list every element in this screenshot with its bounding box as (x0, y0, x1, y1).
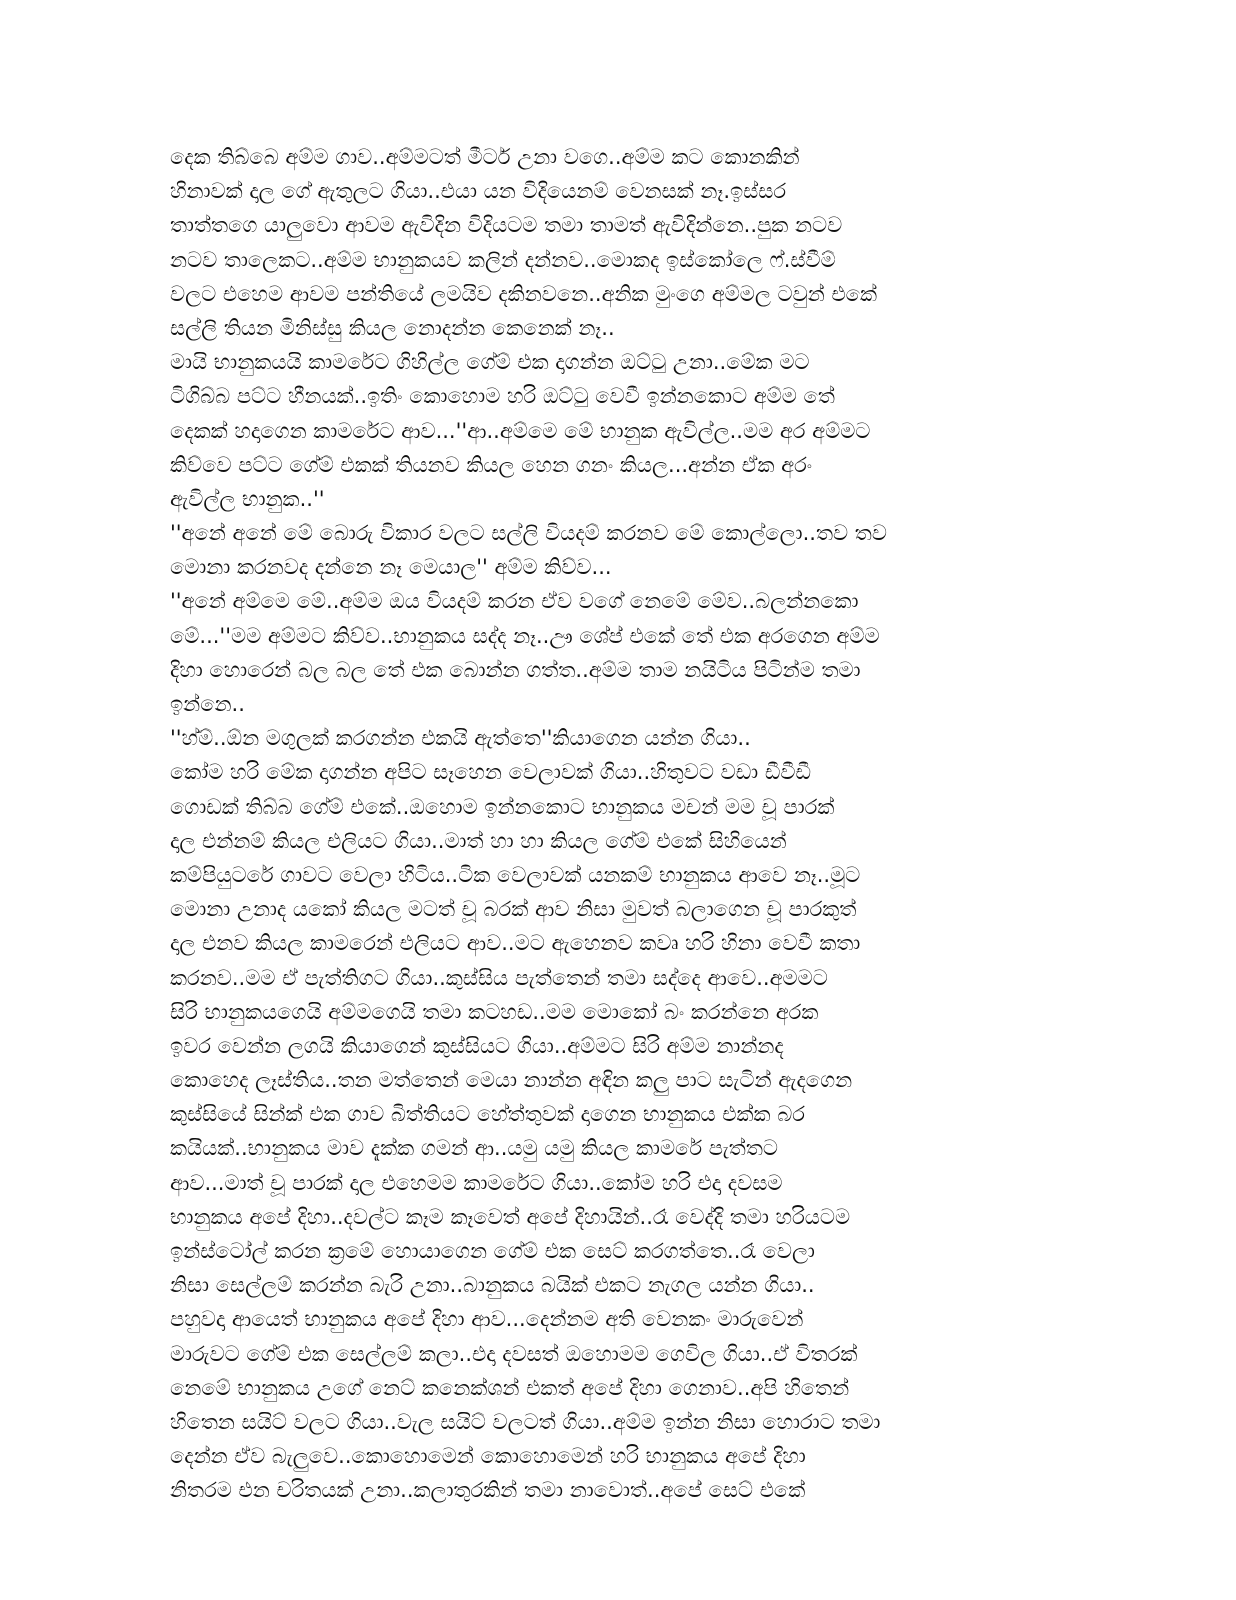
text-line-40: නිතරම එන චරිතයක් උනා..කලාතුරකින් තමා නාවොත්..අපේ සෙට් එකේ (170, 1478, 806, 1503)
text-line-10: කිව්වෙ පට්ට ගේම් එකක් තියනව කියල හෙන ගනං කියල...අන්න ඒක අරං (170, 452, 813, 477)
text-line-3: තාත්තගෙ යාලුවො ආවම ඇවිදින විදියටම තමා තාමත් ඇවිදින්නෙ..පුක නටව (170, 213, 843, 238)
text-line-11: ඇවිල්ල භානුක..'' (170, 486, 325, 511)
text-line-8: ටිගිබ්බ පට්ට හීනයක්..ඉතිං කොහොම හරි ඔට්ටු වෙවී ඉන්නකොට අම්ම තේ (170, 384, 835, 409)
text-line-37: නෙමේ භානුකය උගේ නෙට් කනෙක්ශන් එකත් අපේ දිහා ගෙනාව..අපි හිතෙන් (170, 1375, 850, 1400)
text-line-4: නටව තාලෙකට..අම්ම භානුකයව කලින් දන්නව..මොකද ඉස්කෝලෙ ෆ්.ස්වීම් (170, 247, 836, 272)
text-line-24: දාල එනව කියල කාමරෙන් එලියට ආව..මට ඇහෙනව කවෘ හරි හිනා වෙවී කතා (170, 931, 861, 956)
text-line-2: හිනාවක් දාල ගේ ඇතුලට ගියා..එයා යන විදියෙනම් වෙනසක් නෑ.ඉස්සර (170, 179, 787, 204)
text-line-38: හිතෙන සයිට් වලට ගියා..වැල සයිට් වලටත් ගියා..අම්ම ඉන්න නිසා හොරාට තමා (170, 1409, 881, 1434)
text-line-18: ''හ්ම්..ඕන මගුලක් කරගන්න එකයි ඇත්තෙ''කියාගෙන යන්න ගියා.. (170, 726, 751, 751)
text-line-7: මායි භානුකයයි කාමරේට ගිහිල්ල ගේම් එක දාගන්න ඔට්ටු උනා..මේක මට (170, 350, 810, 375)
text-line-34: නිසා සෙල්ලම් කරන්න බැරි උනා..බානුකය බයික් එකට නැගල යන්න ගියා.. (170, 1273, 815, 1298)
text-line-13: මොනා කරනවද දන්නෙ නෑ මෙයාල'' අම්ම කිව්ව... (170, 555, 612, 580)
story-text-block (170, 140, 1080, 1508)
text-line-9: දෙකක් හදාගෙන කාමරේට ආව...''ආ..අම්මෙ මේ භානුක ඇවිල්ල..මම අර අම්මට (170, 418, 871, 443)
text-line-21: දාල එන්නම් කියල එලියට ගියා..මාත් හා හා කියල ගේම් එකේ සිහියෙන් (170, 828, 787, 853)
text-line-32: භානුකය අපේ දිහා..දවල්ට කෑම කෑවෙත් අපේ දිහායින්..රෑ වෙද්දි තමා හරියටම (170, 1204, 851, 1229)
text-line-19: කෝම හරි මේක දාගන්න අපිට සෑහෙන වෙලාවක් ගියා..හිතුවට වඩා ඩීවීඩී (170, 760, 812, 785)
text-line-30: කයියක්..භානුකය මාව දැක්ක ගමන් ආ..යමු යමු කියල කාමරේ පැත්තට (170, 1136, 778, 1161)
text-line-17: ඉන්නෙ.. (170, 692, 245, 716)
text-line-25: කරනව..මම ඒ පැත්තිගට ගියා..කුස්සිය පැත්තෙන් තමා සද්දෙ ආවෙ..අමමට (170, 965, 828, 990)
text-line-29: කුස්සියේ සින්ක් එක ගාව බිත්තියට හේත්තුවක් දාගෙන භානුකය එක්ක බර (170, 1102, 805, 1127)
text-line-1: දෙක තිබ්බෙ අම්ම ගාව..අම්මටත් මීටර් උනා වගෙ..අම්ම කට කොනකින් (170, 145, 800, 169)
text-line-27: ඉවර වෙන්න ලගයි කියාගෙන් කුස්සියට ගියා..අම්මට සිරි අම්ම නාන්නද (170, 1033, 784, 1058)
text-line-20: ගොඩක් තිබ්බ ගේම් එකේ..ඔහොම ඉන්නකොට භානුකය මචන් මම චූ පාරක් (170, 794, 835, 819)
text-line-15: මේ...''මම අම්මට කිව්ව..භානුකය සද්ද නෑ..ඌ ශේප් එකේ තේ එක අරගෙන අම්ම (170, 623, 880, 648)
text-line-14: ''අනේ අම්මෙ මේ..අම්ම ඔය වියදම් කරන ඒව වගේ නෙමේ මේව..බලන්නකො (170, 589, 859, 614)
text-line-22: කම්පියුටරේ ගාවට වෙලා හිටිය..ටික වෙලාවක් යනකම් භානුකය ආවෙ නෑ..මූට (170, 862, 861, 887)
text-line-5: වලට එහෙම ආවම පන්තියේ ලමයිව දකිනවනෙ..අනික මුංගෙ අම්මල ටවුන් එකේ (170, 281, 878, 306)
text-line-39: දෙන්න ඒව බැලුවෙ..කොහොමෙන් කොහොමෙන් හරි භානුකය අපේ දිහා (170, 1444, 806, 1469)
text-line-33: ඉන්ස්ටෝල් කරන ක්‍රමේ හොයාගෙන ගේම් එක සෙට් කරගත්තෙ..රෑ වෙලා (170, 1239, 815, 1263)
text-line-12: ''අනේ අනේ මේ බොරු විකාර වලට සල්ලි වියදම් කරනව මේ කොල්ලො..තව තව (170, 521, 887, 546)
text-line-35: පහුවදා ආයෙත් භානුකය අපේ දිහා ආව...දෙන්නම අති වෙනකං මාරුවෙන් (170, 1307, 804, 1332)
text-line-6: සල්ලි තියන මිනිස්සු කියල නොදන්න කෙනෙක් නෑ.. (170, 315, 615, 340)
text-line-26: සිරි භානුකයගෙයි අම්මගෙයි තමා කටහඩ..මම මොකෝ බං කරන්නෙ අරක (170, 999, 819, 1024)
text-line-31: ආව...මාත් චූ පාරක් දාල එහෙමම කාමරේට ගියා..කෝම හරි එදා දවසම (170, 1170, 783, 1195)
text-line-16: දිහා හොරෙන් බල බල තේ එක බොන්න ගත්ත..අම්ම තාම නයිටිය පිටින්ම තමා (170, 657, 861, 682)
text-line-36: මාරුවට ගේම් එක සෙල්ලම් කලා..එදා දවසත් ඔහොමම ගෙවිල ගියා..ඒ විතරක් (170, 1341, 858, 1366)
text-line-28: කොහෙද ලෑස්තිය..තන මත්තෙන් මෙයා නාන්න අඳින කලු පාට සැටින් ඇදගෙන (170, 1068, 853, 1093)
text-line-23: මොනා උනාද යකෝ කියල මටත් චූ බරක් ආව නිසා මුවත් බලාගෙන චූ පාරකුත් (170, 897, 857, 922)
